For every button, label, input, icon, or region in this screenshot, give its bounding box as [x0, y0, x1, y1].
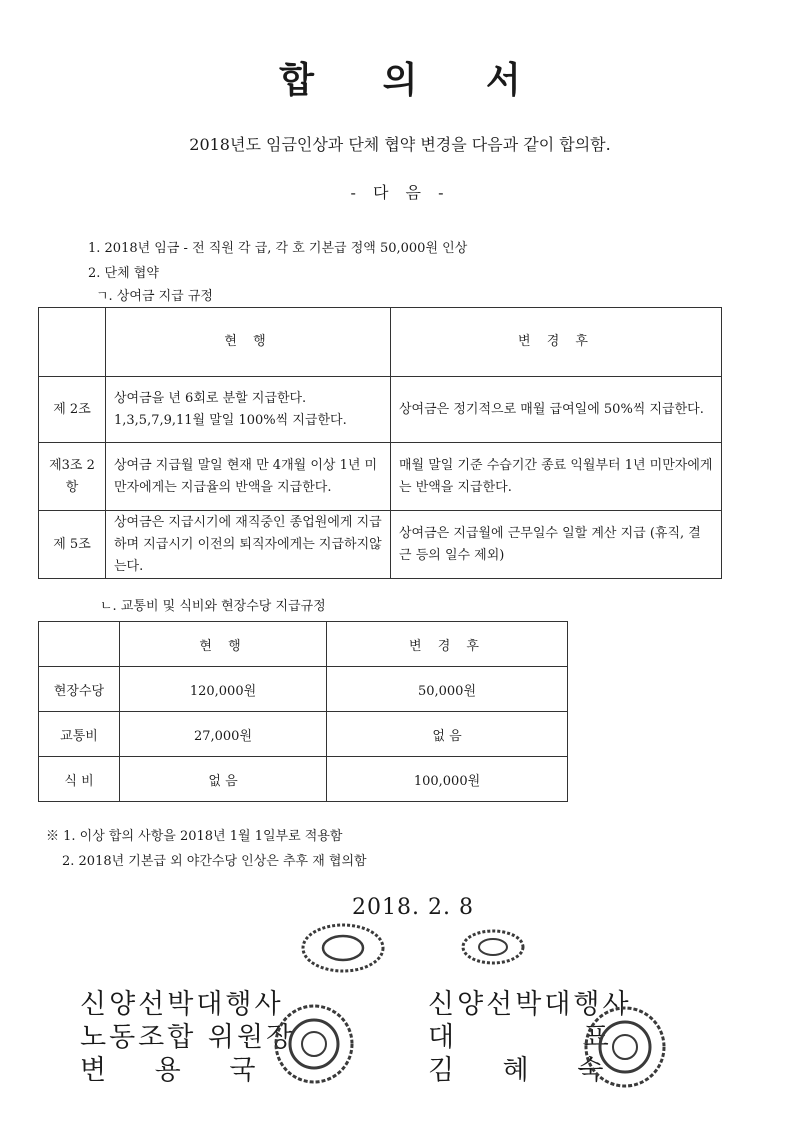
- left-name: 변 용 국: [80, 1055, 276, 1086]
- row-current: 상여금 지급월 말일 현재 만 4개월 이상 1년 미만자에게는 지급율의 반액을 지급한다.: [106, 443, 391, 511]
- row-current: 상여금을 년 6회로 분할 지급한다. 1,3,5,7,9,11월 말일 100%씩 지급한다.: [106, 377, 391, 443]
- row-current: 27,000원: [120, 712, 327, 757]
- row-label: 제 5조: [39, 511, 106, 579]
- row-changed: 상여금은 정기적으로 매월 급여일에 50%씩 지급한다.: [391, 377, 722, 443]
- row-changed: 50,000원: [327, 667, 568, 712]
- row-current: 120,000원: [120, 667, 327, 712]
- table-header-row: [39, 308, 722, 377]
- union-seal-icon: [300, 922, 386, 974]
- table-row: [39, 511, 722, 579]
- left-role: 노동조합 위원장: [80, 1022, 296, 1053]
- row-current: 상여금은 지급시기에 재직중인 종업원에게 지급하며 지급시기 이전의 퇴직자에게는 지급하지않는다.: [106, 511, 391, 579]
- table-row: [39, 443, 722, 511]
- item-collective: 2. 단체 협약: [88, 266, 159, 281]
- header-empty-cell: [39, 622, 120, 667]
- allowance-table: [38, 621, 568, 802]
- sub-allowance-heading: ㄴ. 교통비 및 식비와 현장수당 지급규정: [100, 599, 326, 614]
- bonus-table: [38, 307, 722, 579]
- header-current: 현 행: [120, 622, 327, 667]
- left-org: 신양선박대행사: [80, 989, 284, 1020]
- table-row: [39, 377, 722, 443]
- agreement-date: 2018. 2. 8: [352, 895, 474, 920]
- row-current: 없 음: [120, 757, 327, 802]
- note-2: 2. 2018년 기본급 외 야간수당 인상은 추후 재 협의함: [62, 854, 367, 869]
- representative-seal-icon: [582, 1004, 668, 1090]
- table-header-row: [39, 622, 568, 667]
- table-row: [39, 712, 568, 757]
- intro-text: 2018년도 임금인상과 단체 협약 변경을 다음과 같이 합의함.: [189, 135, 611, 154]
- right-name: 김 혜 숙: [428, 1055, 624, 1086]
- subtitle: - 다 음 -: [350, 183, 450, 202]
- table-row: [39, 757, 568, 802]
- row-changed: 없 음: [327, 712, 568, 757]
- note-1: ※ 1. 이상 합의 사항을 2018년 1월 1일부로 적용함: [46, 829, 343, 844]
- table-row: [39, 667, 568, 712]
- header-changed: 변 경 후: [391, 308, 722, 377]
- item-wage: 1. 2018년 임금 - 전 직원 각 급, 각 호 기본급 정액 50,000원 인상: [88, 241, 468, 256]
- right-role: 대 표: [428, 1022, 669, 1053]
- header-current: 현 행: [106, 308, 391, 377]
- header-changed: 변 경 후: [327, 622, 568, 667]
- union-chair-seal-icon: [272, 1002, 356, 1086]
- row-label: 교통비: [39, 712, 120, 757]
- document-title: 합 의 서: [279, 59, 549, 101]
- sub-bonus-heading: ㄱ. 상여금 지급 규정: [96, 289, 213, 304]
- company-seal-icon: [460, 928, 526, 966]
- right-org: 신양선박대행사: [428, 989, 632, 1020]
- row-label: 식 비: [39, 757, 120, 802]
- row-changed: 상여금은 지급월에 근무일수 일할 계산 지급 (휴직, 결근 등의 일수 제외): [391, 511, 722, 579]
- header-empty-cell: [39, 308, 106, 377]
- row-changed: 매월 말일 기준 수습기간 종료 익월부터 1년 미만자에게는 반액을 지급한다.: [391, 443, 722, 511]
- row-label: 현장수당: [39, 667, 120, 712]
- row-changed: 100,000원: [327, 757, 568, 802]
- row-label: 제 2조: [39, 377, 106, 443]
- row-label: 제3조 2항: [39, 443, 106, 511]
